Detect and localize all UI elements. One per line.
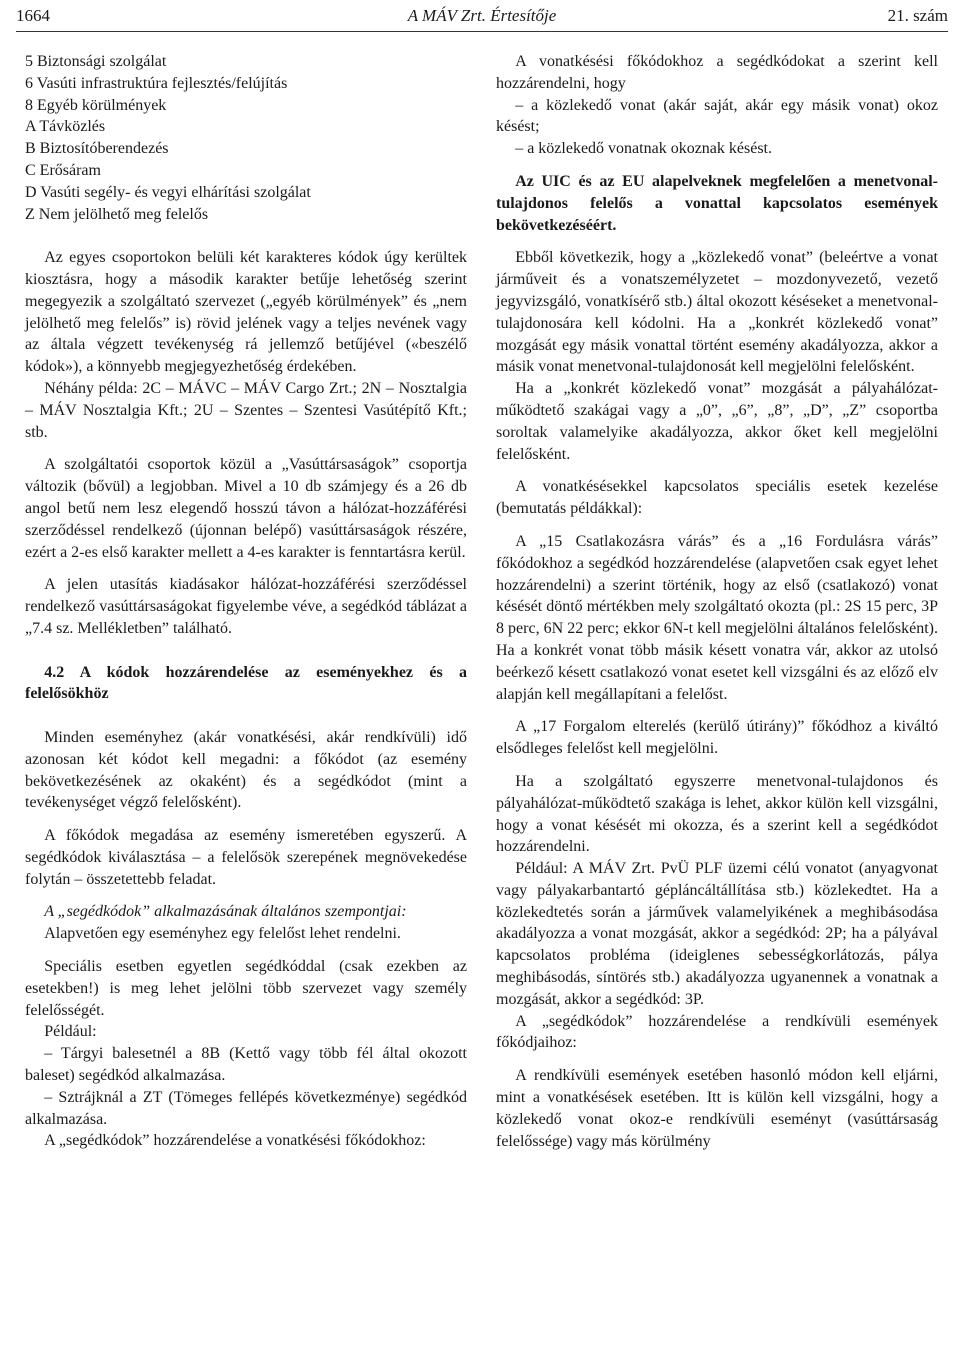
paragraph: A „segédkódok” hozzárendelése a rendkívüli események főkódjaihoz: (496, 1012, 938, 1052)
paragraph: A „17 Forgalom elterelés (kerülő útirány)” főkódhoz a kiváltó elsődleges felelőst kell megjelölni. (496, 718, 938, 758)
group-code-item: Z Nem jelölhető meg felelős (25, 205, 209, 223)
subheading: A „segédkódok” alkalmazásának általános szempontjai: (44, 903, 407, 921)
paragraph: A „15 Csatlakozásra várás” és a „16 Fordulásra várás” főkódokhoz a segédkód hozzárendelése (alapvetően csak egyet lehet hozzárendelni) a szerint történik, hogy az első (csatlakozó) vonat késését döntő mértékben mely szolgáltató okozta (pl.: 2S 15 perc, 3P 8 perc, 6N 22 perc; ekkor 6N-t kell megjelölni általános felelősként). Ha a konkrét vonat több másik késett vonatra vár, akkor az utolsó beérkező késett csatlakozó vonat esetet kell vizsgálni és az előző elv alapján kell megállapítani a felelőst. (496, 532, 938, 703)
paragraph: Ha a szolgáltató egyszerre menetvonal-tulajdonos és pályahálózat-működtető szakága is lehet, akkor külön kell vizsgálni, hogy a vonat késését mi okozza, és a szerint kell a segédkódot hozzárendelni. (496, 772, 938, 856)
paragraph: Speciális esetben egyetlen segédkóddal (csak ezekben az esetekben!) is meg lehet jelölni több szervezet vagy személy felelősségét. (25, 958, 467, 1019)
publication-title: A MÁV Zrt. Értesítője (407, 6, 557, 25)
issue-number: 21. szám (887, 6, 948, 25)
left-column (25, 51, 467, 1152)
paragraph: A „segédkódok” hozzárendelése a vonatkésési főkódokhoz: (44, 1132, 426, 1150)
group-code-item: 6 Vasúti infrastruktúra fejlesztés/felújítás (25, 74, 288, 92)
list-item: – a közlekedő vonat (akár saját, akár egy másik vonat) okoz késést; (496, 96, 938, 136)
page-number: 1664 (16, 6, 50, 25)
group-code-item: B Biztosítóberendezés (25, 140, 169, 158)
paragraph: Ebből következik, hogy a „közlekedő vonat” (beleértve a vonat járműveit és a vonatszemélyzetet – mozdonyvezető, vezető jegyvizsgáló, vonatkísérő stb.) által okozott késéseket a menetvonal-tulajdonosára kell kódolni. Ha a „konkrét közlekedő vonat” mozgását egy másik vonattal történt esemény akadályozza, akkor a másik vonat menetvonal-tulajdonosát kell megjelölni felelősként. (496, 249, 938, 376)
group-code-item: D Vasúti segély- és vegyi elhárítási szolgálat (25, 183, 311, 201)
list-item: – a közlekedő vonatnak okoznak késést. (515, 140, 772, 158)
paragraph: A vonatkésési főkódokhoz a segédkódokat a szerint kell hozzárendelni, hogy (496, 53, 938, 92)
paragraph: A rendkívüli események esetében hasonló módon kell eljárni, mint a vonatkésések esetében. Itt is külön kell vizsgálni, hogy a közlekedő vonat okoz-e rendkívüli eseményt (vasúttársaság felelőssége) vagy más körülmény (496, 1067, 938, 1150)
emphasis-paragraph: Az UIC és az EU alapelveknek megfelelően a menetvonal-tulajdonos felelős a vonattal kapcsolatos események bekövetkezéséért. (496, 172, 938, 234)
paragraph: A jelen utasítás kiadásakor hálózat-hozzáférési szerződéssel rendelkező vasúttársaságokat figyelembe véve, a segédkód táblázat a „7.4 sz. Mellékletben” található. (25, 576, 467, 637)
group-code-item: 5 Biztonsági szolgálat (25, 53, 167, 70)
paragraph: Az egyes csoportokon belüli két karakteres kódok úgy kerültek kiosztásra, hogy a második karakter betűje lehetőség szerint megegyezik a szolgáltató szervezet („egyéb körülmények” és „nem jelölhető meg felelős” is) rövid jelének vagy a teljes nevének vagy az általa végzett tevékenység rá jellemző betűjével («beszélő kódok»), a könnyebb megjegyezhetőség érdekében. (25, 249, 467, 376)
list-item: – Sztrájknál a ZT (Tömeges fellépés következménye) segédkód alkalmazása. (25, 1088, 467, 1128)
paragraph: Minden eseményhez (akár vonatkésési, akár rendkívüli) idő azonosan két kódot kell megadni: a főkódot (az esemény bekövetkezésének az okaként) és a segédkódot (mint a tevékenységet végző felelősként). (25, 728, 467, 812)
paragraph: A vonatkésésekkel kapcsolatos speciális esetek kezelése (bemutatás példákkal): (496, 478, 938, 518)
header-rule (16, 31, 948, 32)
paragraph: Például: (44, 1023, 97, 1041)
paragraph-examples: Néhány példa: 2C – MÁVC – MÁV Cargo Zrt.; 2N – Nosztalgia – MÁV Nosztalgia Kft.; 2U – Szentes – Szentesi Vasútépítő Kft.; stb. (25, 379, 467, 441)
group-code-item: 8 Egyéb körülmények (25, 96, 167, 114)
group-code-item: A Távközlés (25, 118, 106, 136)
paragraph: A főkódok megadása az esemény ismeretében egyszerű. A segédkódok kiválasztása – a felelősök szerepének megnövekedése folytán – összetettebb feladat. (25, 827, 467, 888)
list-item: – Tárgyi balesetnél a 8B (Kettő vagy több fél által okozott baleset) segédkód alkalmazása. (25, 1045, 467, 1085)
running-header (16, 3, 948, 29)
paragraph: Például: A MÁV Zrt. PvÜ PLF üzemi célú vonatot (anyagvonat vagy pályakarbantartó gépláncáltállítása stb.) közlekedtet. Ha a közlekedtetés során a járművek valamelyikének a meghibásodása akadályozza a vonat mozgását, akkor a segédkód: 2P; ha a pályával kapcsolatos probléma (ideiglenes sebességkorlátozás, pálya meghibásodás, síntörés stb.) akadályozza ugyanennek a vonatnak a mozgását, akkor a segédkód: 3P. (496, 860, 938, 1008)
paragraph: Alapvetően egy eseményhez egy felelőst lehet rendelni. (44, 925, 401, 943)
section-heading: 4.2 A kódok hozzárendelése az eseményekhez és a felelősökhöz (25, 663, 467, 703)
right-column (496, 51, 938, 1152)
group-code-item: C Erősáram (25, 161, 101, 179)
paragraph: Ha a „konkrét közlekedő vonat” mozgását a pályahálózat-működtető szakágai vagy a „0”, „6”, „8”, „D”, „Z” csoportba soroltak valamelyike akadályozza, akkor őket kell megjelölni felelősként. (496, 380, 938, 463)
paragraph: A szolgáltatói csoportok közül a „Vasúttársaságok” csoportja változik (bővül) a legjobban. Mivel a 10 db számjegy és a 26 db angol betű nem lesz elegendő hosszú távon a hálózat-hozzáférési szerződéssel rendelkező (újonnan belépő) vasúttársaságok részére, ezért a 2-es első karakter mellett a 4-es karakter is fenntartásra kerül. (25, 456, 467, 561)
